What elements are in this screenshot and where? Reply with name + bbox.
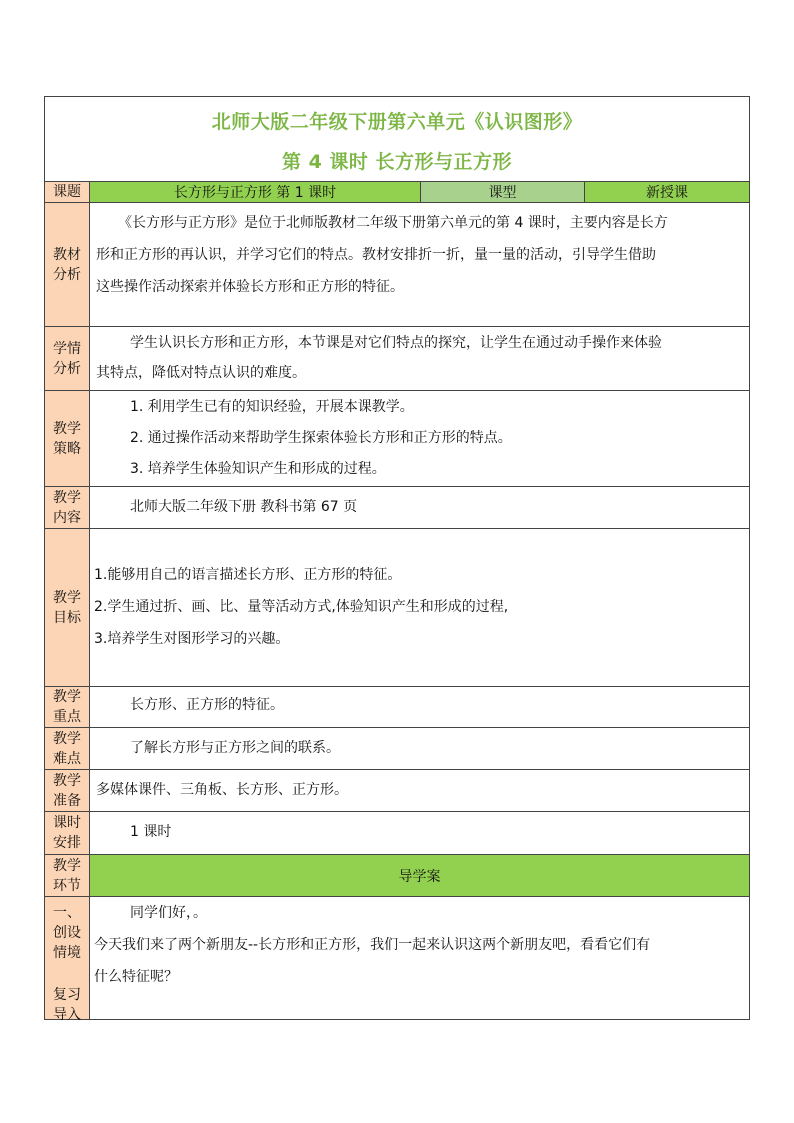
paragraph-line: 这些操作活动探索并体验长方形和正方形的特征。 — [96, 279, 404, 295]
type-value: 新授课 — [585, 182, 749, 202]
textbook-analysis-label: 教材 分析 — [45, 203, 90, 326]
preparation-text: 多媒体课件、三角板、长方形、正方形。 — [96, 782, 348, 798]
paragraph-line: 同学们好，。 — [130, 905, 207, 921]
student-analysis-label: 学情 分析 — [45, 327, 90, 390]
schedule-label: 课时 安排 — [45, 812, 90, 854]
student-analysis-row — [45, 326, 749, 390]
schedule-row — [45, 811, 749, 854]
lesson-subtitle: 第 4 课时 长方形与正方形 — [281, 151, 513, 173]
key-points-label: 教学 重点 — [45, 687, 90, 727]
paragraph-line: 《长方形与正方形》是位于北师版教材二年级下册第六单元的第 4 课时，主要内容是长方 — [118, 215, 668, 231]
content-label: 教学 内容 — [45, 487, 90, 528]
phase-label: 教学 环节 — [45, 855, 90, 896]
difficulties-row — [45, 727, 749, 769]
content-row — [45, 486, 749, 528]
phase-header: 导学案 — [90, 855, 749, 896]
paragraph-line: 什么特征呢？ — [94, 969, 178, 985]
paragraph-line: 学生认识长方形和正方形，本节课是对它们特点的探究，让学生在通过动手操作来体验 — [130, 335, 662, 351]
key-points-row — [45, 686, 749, 727]
strategy-item: 2. 通过操作活动来帮助学生探索体验长方形和正方形的特点。 — [130, 430, 512, 446]
topic-row — [45, 181, 749, 202]
goals-row — [45, 528, 749, 686]
intro-label: 一、 创设 情境 复习 导入 — [45, 897, 90, 1019]
paragraph-line: 其特点，降低对特点认识的难度。 — [96, 365, 306, 381]
strategy-label: 教学 策略 — [45, 391, 90, 486]
goal-item: 1.能够用自己的语言描述长方形、正方形的特征。 — [94, 567, 402, 583]
paragraph-line: 形和正方形的再认识，并学习它们的特点。教材安排折一折，量一量的活动，引导学生借助 — [96, 247, 656, 263]
preparation-row — [45, 769, 749, 811]
key-points-text: 长方形、正方形的特征。 — [130, 697, 284, 713]
lesson-plan-table — [44, 96, 750, 1023]
paragraph-line: 今天我们来了两个新朋友--长方形和正方形，我们一起来认识这两个新朋友吧，看看它们有 — [94, 937, 651, 953]
strategy-item: 1. 利用学生已有的知识经验，开展本课教学。 — [130, 399, 414, 415]
goal-item: 2.学生通过折、画、比、量等活动方式,体验知识产生和形成的过程, — [94, 599, 509, 615]
phase-row — [45, 854, 749, 896]
content-text: 北师大版二年级下册 教科书第 67 页 — [130, 499, 358, 515]
goals-label: 教学 目标 — [45, 529, 90, 686]
strategy-item: 3. 培养学生体验知识产生和形成的过程。 — [130, 461, 386, 477]
topic-label: 课题 — [45, 182, 90, 202]
textbook-analysis-row — [45, 202, 749, 326]
intro-row — [45, 896, 749, 1023]
topic-value: 长方形与正方形 第 1 课时 — [90, 182, 421, 202]
difficulties-text: 了解长方形与正方形之间的联系。 — [130, 740, 340, 756]
document-title: 北师大版二年级下册第六单元《认识图形》 — [211, 111, 583, 133]
difficulties-label: 教学 难点 — [45, 728, 90, 769]
schedule-text: 1 课时 — [130, 824, 172, 840]
type-label: 课型 — [421, 182, 585, 202]
preparation-label: 教学 准备 — [45, 770, 90, 811]
goal-item: 3.培养学生对图形学习的兴趣。 — [94, 631, 290, 647]
title-block — [45, 97, 749, 181]
strategy-row — [45, 390, 749, 486]
